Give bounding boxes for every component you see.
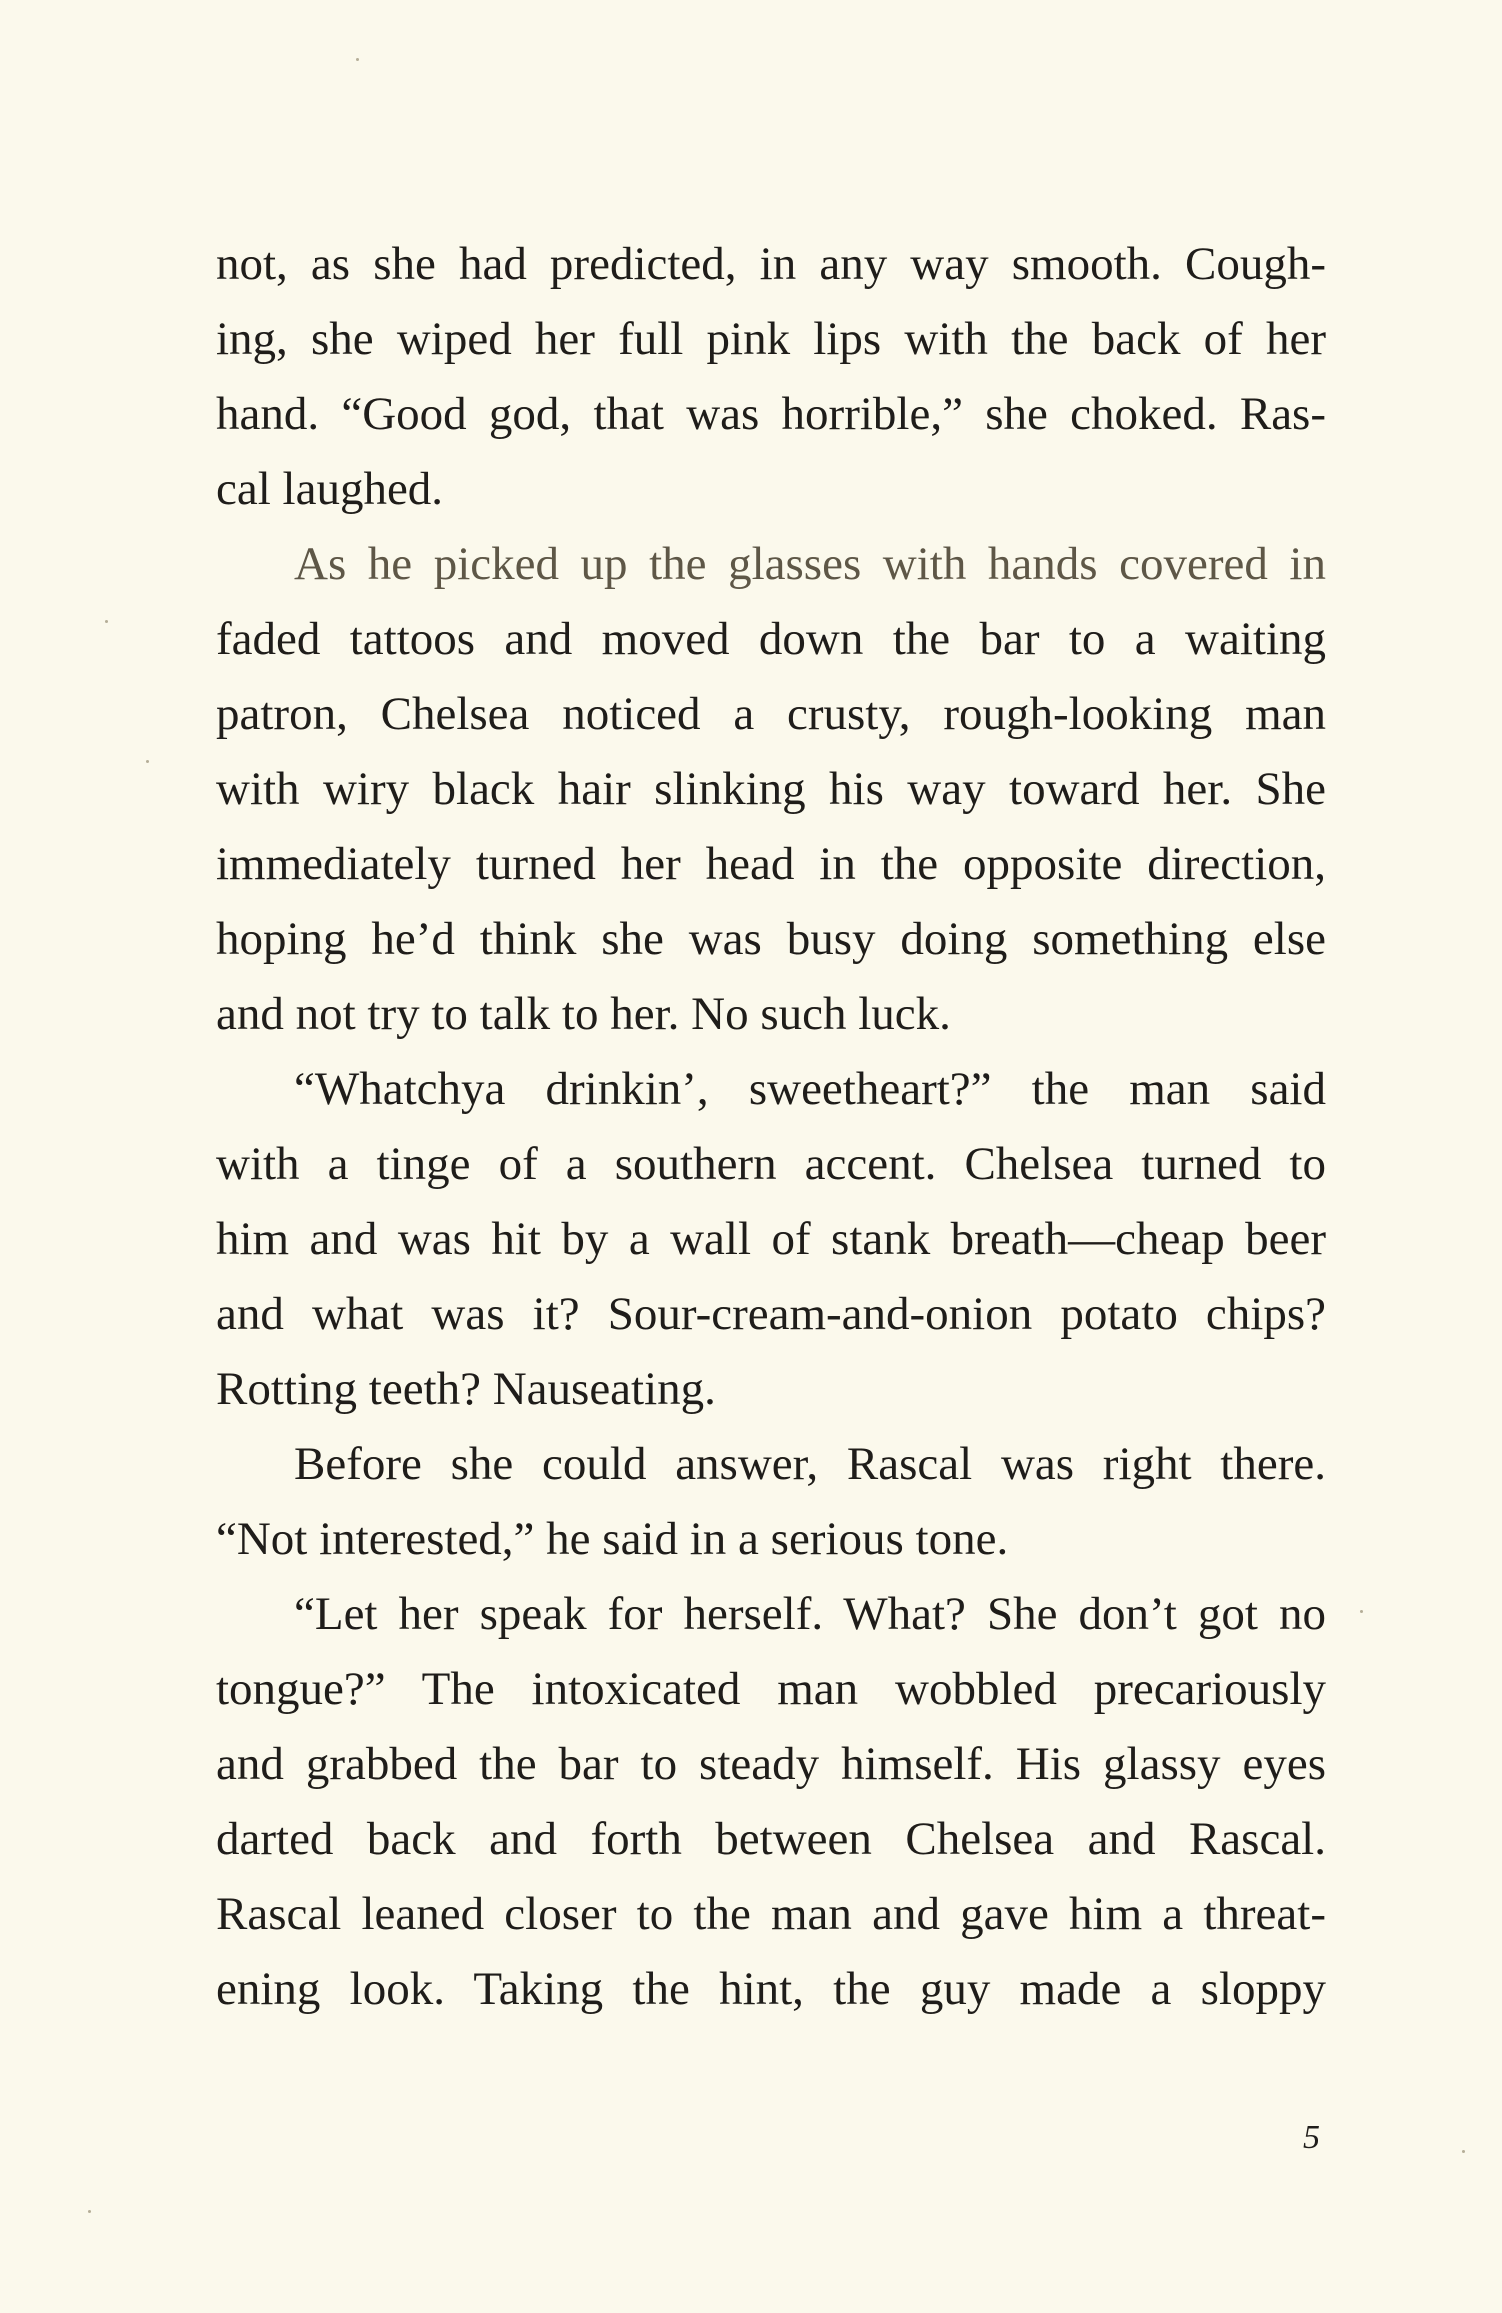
text-line: “Not interested,” he said in a serious tone.	[216, 1513, 1009, 1565]
paper-speck	[356, 58, 359, 61]
text-line: As he picked up the glasses with hands covered in	[294, 538, 1326, 590]
text-line: him and was hit by a wall of stank breath—cheap beer	[216, 1213, 1326, 1265]
text-line: cal laughed.	[216, 463, 444, 515]
text-line: “Let her speak for herself. What? She don’t got no	[294, 1588, 1326, 1640]
text-line: darted back and forth between Chelsea and Rascal.	[216, 1813, 1326, 1865]
text-line: hand. “Good god, that was horrible,” she choked. Ras-	[216, 388, 1326, 440]
paper-speck	[1360, 1610, 1363, 1613]
paper-speck	[88, 2210, 91, 2213]
text-line: with a tinge of a southern accent. Chelsea turned to	[216, 1138, 1326, 1190]
text-line: with wiry black hair slinking his way toward her. She	[216, 763, 1326, 815]
text-line: not, as she had predicted, in any way smooth. Cough-	[216, 238, 1326, 290]
page-number: 5	[1303, 2119, 1320, 2156]
text-line: patron, Chelsea noticed a crusty, rough-looking man	[216, 688, 1326, 740]
text-line: Rascal leaned closer to the man and gave him a threat-	[216, 1888, 1326, 1940]
text-line: tongue?” The intoxicated man wobbled precariously	[216, 1663, 1326, 1715]
body-text	[216, 227, 1326, 2027]
text-line: immediately turned her head in the opposite direction,	[216, 838, 1326, 890]
text-line: hoping he’d think she was busy doing something else	[216, 913, 1326, 965]
paper-speck	[146, 760, 149, 763]
text-line: ening look. Taking the hint, the guy made a sloppy	[216, 1963, 1326, 2015]
paper-speck	[1462, 2150, 1465, 2153]
text-line: and grabbed the bar to steady himself. His glassy eyes	[216, 1738, 1326, 1790]
paper-speck	[105, 620, 108, 623]
text-line: Rotting teeth? Nauseating.	[216, 1363, 716, 1415]
text-line: ing, she wiped her full pink lips with the back of her	[216, 313, 1326, 365]
text-line: and what was it? Sour-cream-and-onion potato chips?	[216, 1288, 1326, 1340]
text-line: and not try to talk to her. No such luck.	[216, 988, 951, 1040]
text-line: “Whatchya drinkin’, sweetheart?” the man said	[294, 1063, 1326, 1115]
text-line: faded tattoos and moved down the bar to a waiting	[216, 613, 1326, 665]
text-line: Before she could answer, Rascal was right there.	[294, 1438, 1326, 1490]
